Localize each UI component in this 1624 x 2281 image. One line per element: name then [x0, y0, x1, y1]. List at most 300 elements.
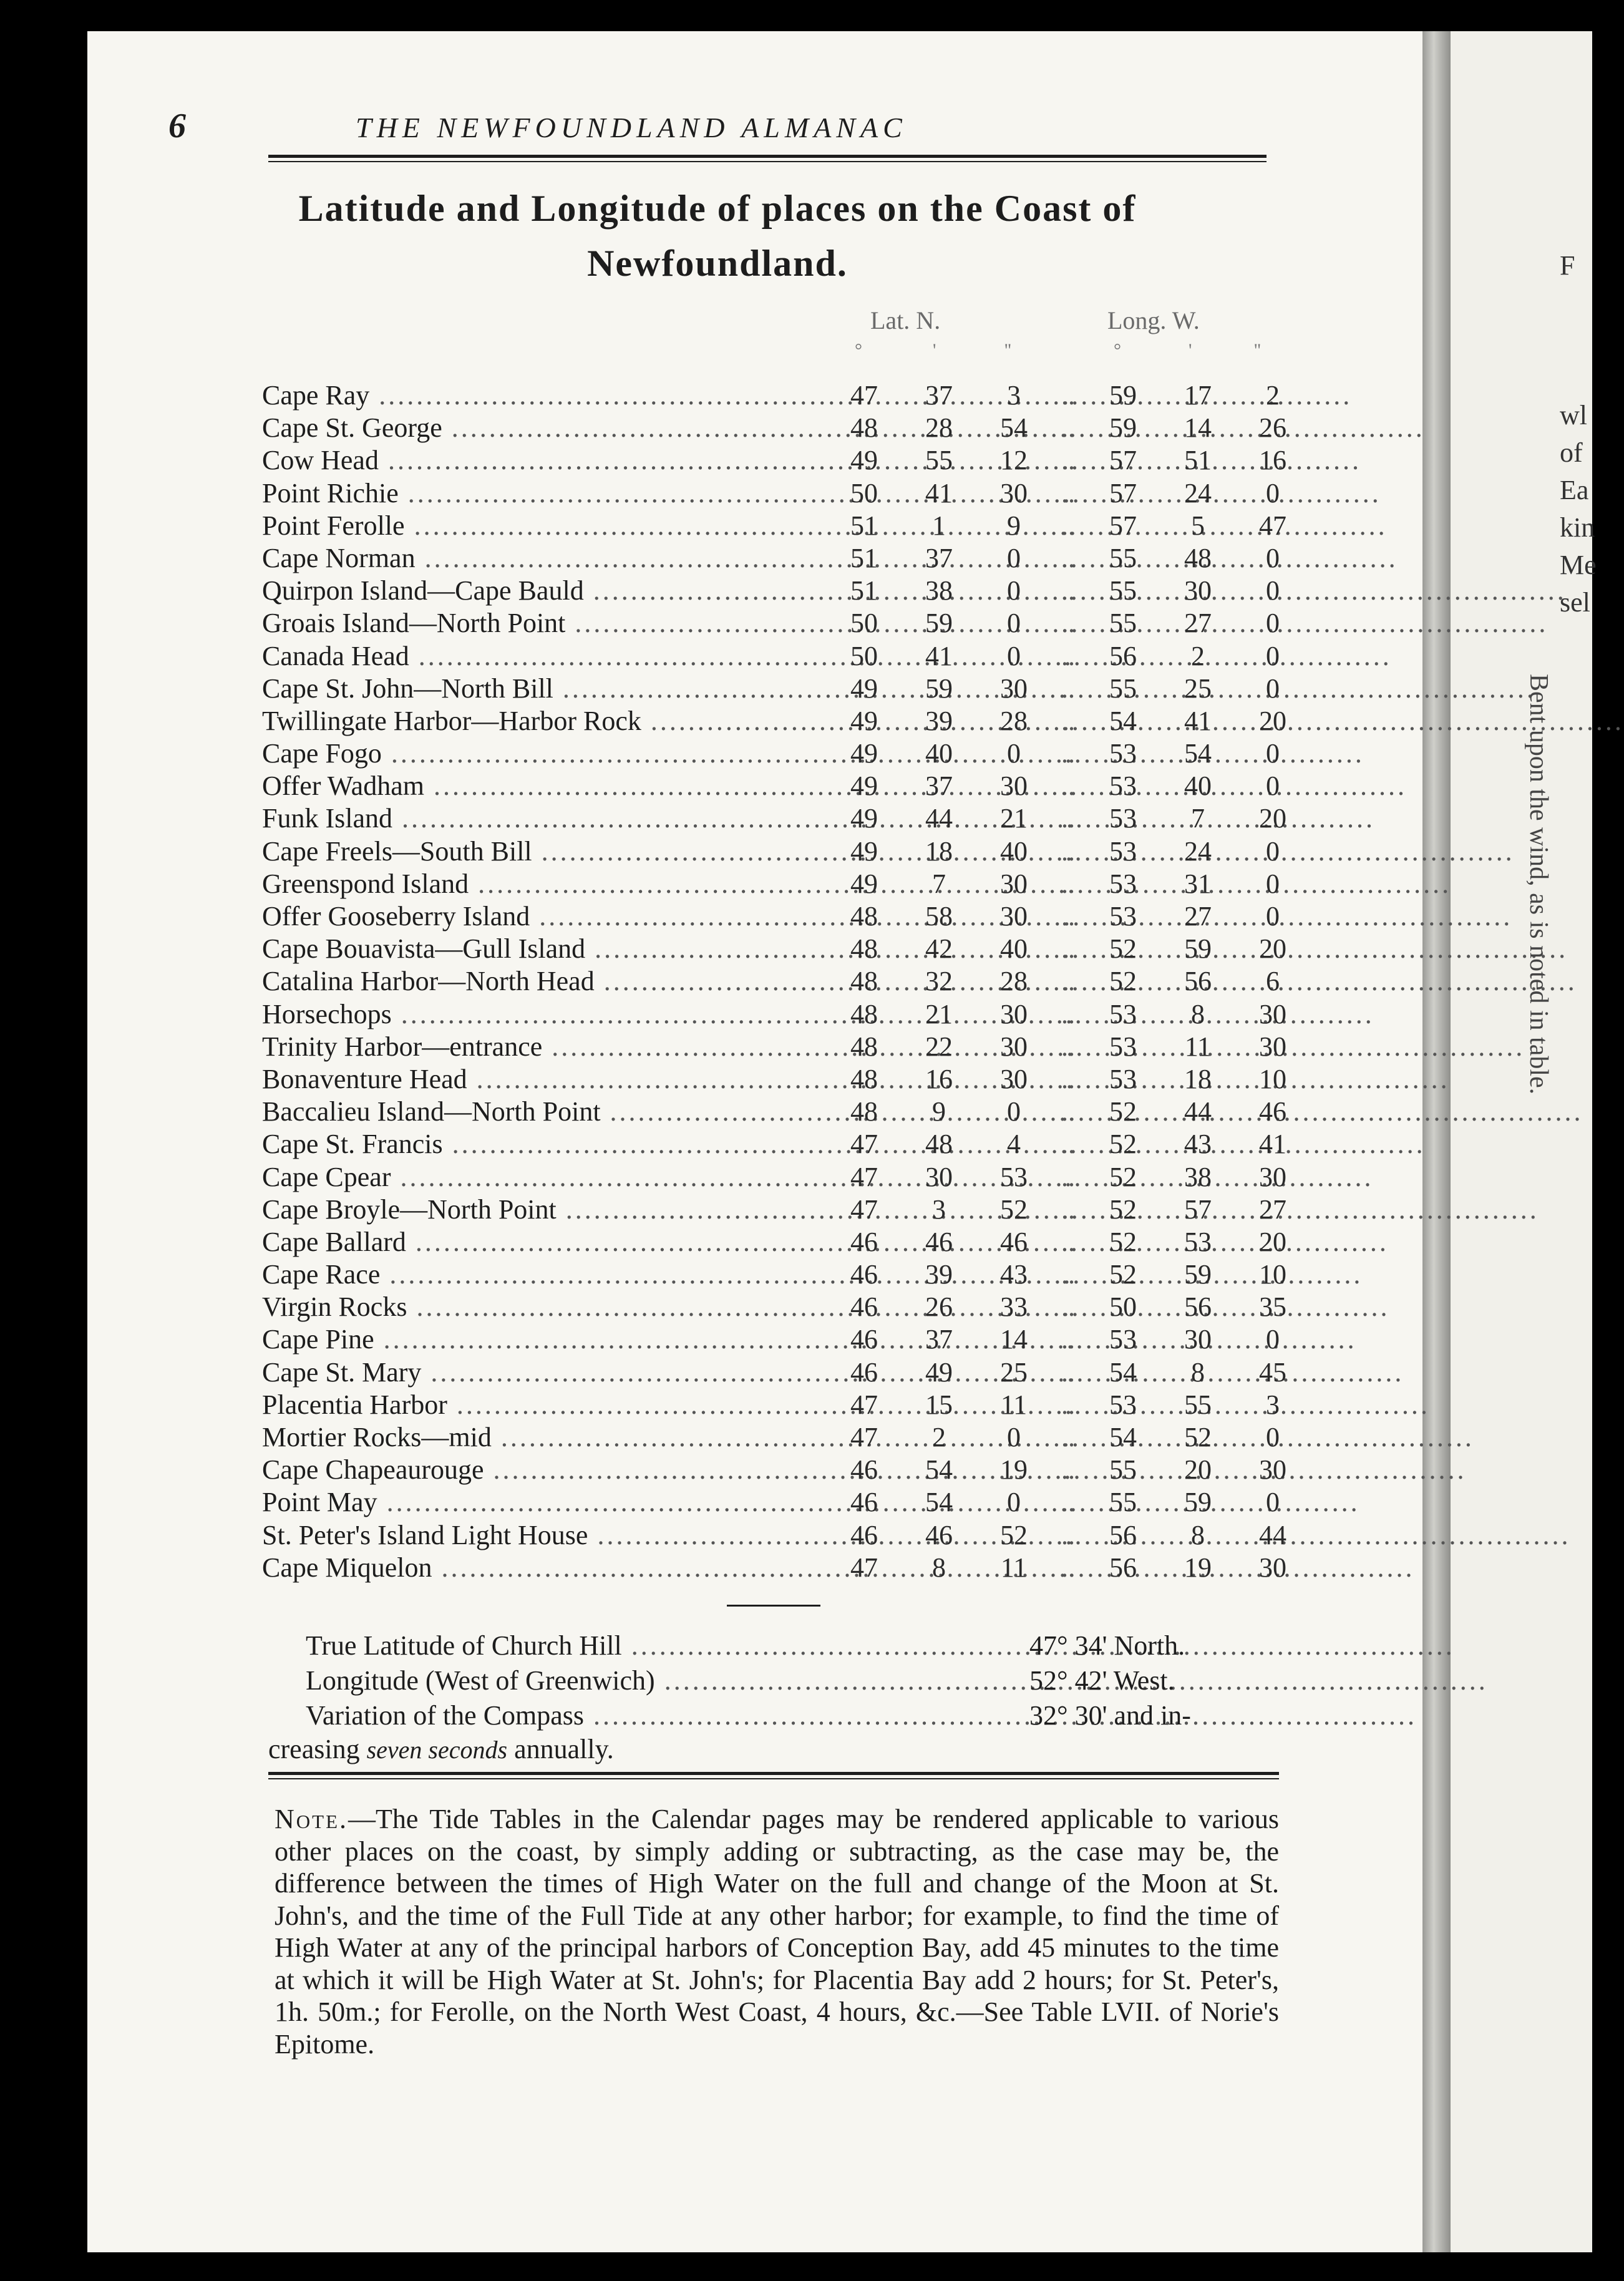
lat-sec-cell: 19 — [1000, 1454, 1028, 1486]
column-separator: .. — [1061, 771, 1075, 802]
long-min-cell: 40 — [1184, 771, 1212, 802]
long-sec-cell: 41 — [1259, 1129, 1286, 1160]
long-sec-cell: 0 — [1266, 1487, 1280, 1518]
lat-sec-cell: 28 — [1000, 705, 1028, 736]
long-column-header: Long. W. — [1107, 306, 1200, 334]
variation-value: 32° 30' and in- — [1029, 1700, 1191, 1731]
long-deg-cell: 55 — [1109, 1454, 1137, 1486]
place-name: Cape Fogo ..... — [262, 737, 824, 770]
lat-sec-cell: 0 — [1007, 1422, 1021, 1452]
facing-page-fragment: F — [1560, 250, 1575, 281]
long-min-cell: 31 — [1184, 868, 1212, 899]
column-separator: .. — [1061, 640, 1075, 671]
table-row — [262, 1552, 1291, 1584]
long-sec-cell: 30 — [1259, 1161, 1286, 1192]
long-sec-cell: 3 — [1266, 1389, 1280, 1420]
long-deg-cell: 54 — [1109, 705, 1137, 736]
lat-deg-cell: 48 — [850, 966, 878, 997]
lat-min-cell: 37 — [925, 542, 953, 573]
lat-sec-cell: 30 — [1000, 1031, 1028, 1062]
longitude-row — [268, 1663, 1291, 1698]
long-sec-cell: 6 — [1266, 966, 1280, 997]
table-end-rule — [727, 1605, 820, 1607]
long-sec-cell: 27 — [1259, 1194, 1286, 1225]
long-sec-cell: 10 — [1259, 1259, 1286, 1290]
table-row — [262, 1096, 1291, 1128]
long-sec-cell: 26 — [1259, 412, 1286, 444]
table-row — [262, 737, 1291, 770]
lat-min-cell: 2 — [932, 1422, 946, 1452]
lat-min-cell: 48 — [925, 1129, 953, 1160]
long-sec-cell: 0 — [1266, 868, 1280, 899]
long-min-cell: 2 — [1191, 640, 1205, 671]
book-gutter — [1422, 31, 1451, 2252]
long-deg-cell: 53 — [1109, 1324, 1137, 1355]
long-min-cell: 25 — [1184, 673, 1212, 704]
long-deg-cell: 50 — [1109, 1291, 1137, 1323]
lat-deg-cell: 49 — [850, 868, 878, 899]
long-sec-cell: 0 — [1266, 477, 1280, 508]
lat-deg-cell: 47 — [850, 1389, 878, 1420]
note-lead: Note. — [275, 1804, 349, 1834]
lat-min-cell: 22 — [925, 1031, 953, 1062]
long-min-cell: 8 — [1191, 1519, 1205, 1550]
place-name: Cow Head ..... — [262, 444, 824, 477]
table-row — [262, 770, 1291, 802]
lat-deg-cell: 48 — [850, 1063, 878, 1094]
long-deg-cell: 56 — [1109, 640, 1137, 671]
long-min-cell: 48 — [1184, 542, 1212, 573]
table-row — [262, 1258, 1291, 1291]
table-row — [262, 1356, 1291, 1389]
long-degree-unit: ° — [1114, 340, 1121, 361]
facing-page-fragment: wl — [1560, 400, 1587, 430]
table-title-line2: Newfoundland. — [587, 243, 848, 284]
place-name: Funk Island ..... — [262, 802, 824, 835]
lat-min-cell: 59 — [925, 673, 953, 704]
long-sec-cell: 0 — [1266, 640, 1280, 671]
lat-sec-cell: 33 — [1000, 1291, 1028, 1323]
long-second-unit: '' — [1254, 340, 1261, 361]
lat-deg-cell: 47 — [850, 1422, 878, 1452]
table-row — [262, 965, 1291, 998]
true-latitude-row — [268, 1628, 1291, 1663]
table-row — [262, 1421, 1291, 1454]
place-name: Cape Pine ..... — [262, 1323, 824, 1356]
long-min-cell: 38 — [1184, 1161, 1212, 1192]
lat-sec-cell: 28 — [1000, 966, 1028, 997]
long-deg-cell: 53 — [1109, 803, 1137, 834]
lat-min-cell: 21 — [925, 998, 953, 1029]
column-separator: .. — [1061, 738, 1075, 769]
long-min-cell: 56 — [1184, 1291, 1212, 1323]
lat-min-cell: 9 — [932, 1096, 946, 1127]
facing-page-fragment: of — [1560, 437, 1583, 468]
variation-row — [268, 1698, 1291, 1733]
long-min-cell: 19 — [1184, 1552, 1212, 1583]
table-row — [262, 1128, 1291, 1160]
table-row — [262, 1063, 1291, 1096]
table-row — [262, 412, 1291, 444]
lat-deg-cell: 46 — [850, 1259, 878, 1290]
column-separator: .. — [1061, 1389, 1075, 1420]
true-latitude-label: True Latitude of Church Hill ..... — [306, 1628, 980, 1663]
long-deg-cell: 53 — [1109, 1389, 1137, 1420]
table-row — [262, 998, 1291, 1031]
lat-min-cell: 37 — [925, 1324, 953, 1355]
lat-deg-cell: 46 — [850, 1454, 878, 1486]
lat-deg-cell: 46 — [850, 1291, 878, 1323]
table-row — [262, 673, 1291, 705]
place-name: St. Peter's Island Light House ..... — [262, 1519, 824, 1552]
lat-sec-cell: 30 — [1000, 901, 1028, 931]
long-sec-cell: 2 — [1266, 380, 1280, 411]
long-sec-cell: 0 — [1266, 738, 1280, 769]
long-min-cell: 57 — [1184, 1194, 1212, 1225]
long-min-cell: 7 — [1191, 803, 1205, 834]
long-min-cell: 56 — [1184, 966, 1212, 997]
lat-min-cell: 38 — [925, 575, 953, 606]
long-deg-cell: 52 — [1109, 966, 1137, 997]
long-min-cell: 24 — [1184, 835, 1212, 867]
table-row — [262, 1161, 1291, 1194]
place-name: Cape St. John—North Bill ..... — [262, 673, 824, 705]
place-name: Greenspond Island ..... — [262, 868, 824, 900]
column-separator: .. — [1061, 901, 1075, 931]
long-deg-cell: 57 — [1109, 510, 1137, 541]
place-name: Offer Wadham ..... — [262, 770, 824, 802]
lat-deg-cell: 50 — [850, 477, 878, 508]
place-name: Cape Race ..... — [262, 1258, 824, 1291]
lat-deg-cell: 49 — [850, 705, 878, 736]
place-name: Offer Gooseberry Island ..... — [262, 900, 824, 933]
lat-deg-cell: 48 — [850, 412, 878, 444]
long-deg-cell: 52 — [1109, 933, 1137, 965]
lat-min-cell: 39 — [925, 1259, 953, 1290]
place-name: Point Ferolle ..... — [262, 510, 824, 542]
lat-min-cell: 46 — [925, 1519, 953, 1550]
long-deg-cell: 55 — [1109, 673, 1137, 704]
summary-block — [268, 1628, 1291, 1764]
lat-deg-cell: 47 — [850, 1161, 878, 1192]
long-deg-cell: 52 — [1109, 1096, 1137, 1127]
lat-min-cell: 54 — [925, 1487, 953, 1518]
place-name: Placentia Harbor ..... — [262, 1389, 824, 1421]
long-sec-cell: 0 — [1266, 542, 1280, 573]
place-name: Cape Bouavista—Gull Island ..... — [262, 933, 824, 965]
place-name: Cape Chapeaurouge ..... — [262, 1454, 824, 1486]
table-row — [262, 640, 1291, 673]
long-deg-cell: 52 — [1109, 1226, 1137, 1257]
table-row — [262, 1226, 1291, 1258]
lat-min-cell: 15 — [925, 1389, 953, 1420]
long-deg-cell: 55 — [1109, 575, 1137, 606]
lat-deg-cell: 49 — [850, 445, 878, 476]
long-sec-cell: 10 — [1259, 1063, 1286, 1094]
lat-min-cell: 32 — [925, 966, 953, 997]
table-row — [262, 510, 1291, 542]
running-title: THE NEWFOUNDLAND ALMANAC — [356, 112, 907, 143]
column-separator: .. — [1061, 1226, 1075, 1257]
lat-sec-cell: 11 — [1000, 1389, 1028, 1420]
column-separator: .. — [1061, 1031, 1075, 1062]
long-sec-cell: 0 — [1266, 771, 1280, 802]
lat-sec-cell: 54 — [1000, 412, 1028, 444]
long-sec-cell: 45 — [1259, 1356, 1286, 1388]
column-separator: .. — [1061, 380, 1075, 411]
long-sec-cell: 0 — [1266, 835, 1280, 867]
column-separator: .. — [1061, 1454, 1075, 1486]
place-name: Cape Cpear ..... — [262, 1161, 824, 1194]
table-row — [262, 542, 1291, 575]
long-sec-cell: 46 — [1259, 1096, 1286, 1127]
table-row — [262, 1031, 1291, 1063]
long-min-cell: 44 — [1184, 1096, 1212, 1127]
lat-deg-cell: 50 — [850, 608, 878, 639]
long-sec-cell: 44 — [1259, 1519, 1286, 1550]
long-sec-cell: 30 — [1259, 998, 1286, 1029]
lat-deg-cell: 48 — [850, 998, 878, 1029]
lat-deg-cell: 47 — [850, 1129, 878, 1160]
lat-min-cell: 3 — [932, 1194, 946, 1225]
column-separator: .. — [1061, 705, 1075, 736]
lat-min-cell: 7 — [932, 868, 946, 899]
long-sec-cell: 20 — [1259, 705, 1286, 736]
long-min-cell: 24 — [1184, 477, 1212, 508]
long-min-cell: 27 — [1184, 901, 1212, 931]
place-name: Cape Norman ..... — [262, 542, 824, 575]
long-sec-cell: 35 — [1259, 1291, 1286, 1323]
longitude-label: Longitude (West of Greenwich) ..... — [306, 1663, 980, 1698]
lat-deg-cell: 46 — [850, 1356, 878, 1388]
lat-deg-cell: 51 — [850, 575, 878, 606]
lat-sec-cell: 0 — [1007, 738, 1021, 769]
lat-minute-unit: ' — [933, 340, 936, 361]
long-min-cell: 5 — [1191, 510, 1205, 541]
long-deg-cell: 59 — [1109, 380, 1137, 411]
long-sec-cell: 0 — [1266, 608, 1280, 639]
long-deg-cell: 56 — [1109, 1519, 1137, 1550]
facing-page-vertical-text: Bent upon the wind, as is noted in table. — [1524, 674, 1553, 1095]
long-deg-cell: 53 — [1109, 1063, 1137, 1094]
column-separator: .. — [1061, 542, 1075, 573]
long-min-cell: 17 — [1184, 380, 1212, 411]
long-deg-cell: 59 — [1109, 412, 1137, 444]
lat-min-cell: 46 — [925, 1226, 953, 1257]
table-row — [262, 1486, 1291, 1519]
long-deg-cell: 57 — [1109, 477, 1137, 508]
long-min-cell: 59 — [1184, 1487, 1212, 1518]
long-deg-cell: 52 — [1109, 1194, 1137, 1225]
place-name: Cape St. George ..... — [262, 412, 824, 444]
column-separator: .. — [1061, 998, 1075, 1029]
lat-deg-cell: 47 — [850, 1552, 878, 1583]
lat-deg-cell: 50 — [850, 640, 878, 671]
place-name: Baccalieu Island—North Point ..... — [262, 1096, 824, 1128]
lat-sec-cell: 12 — [1000, 445, 1028, 476]
long-sec-cell: 30 — [1259, 1552, 1286, 1583]
lat-min-cell: 16 — [925, 1063, 953, 1094]
column-separator: .. — [1061, 835, 1075, 867]
long-min-cell: 41 — [1184, 705, 1212, 736]
longitude-value: 52° 42' West. — [1029, 1665, 1175, 1696]
facing-page-fragment: Ea — [1560, 475, 1589, 505]
lat-sec-cell: 0 — [1007, 1487, 1021, 1518]
lat-sec-cell: 0 — [1007, 608, 1021, 639]
lat-sec-cell: 11 — [1000, 1552, 1028, 1583]
lat-sec-cell: 0 — [1007, 640, 1021, 671]
place-name: Cape St. Francis ..... — [262, 1128, 824, 1160]
long-min-cell: 18 — [1184, 1063, 1212, 1094]
long-min-cell: 27 — [1184, 608, 1212, 639]
long-min-cell: 8 — [1191, 1356, 1205, 1388]
column-separator: .. — [1061, 1487, 1075, 1518]
place-name: Quirpon Island—Cape Bauld ..... — [262, 575, 824, 607]
lat-sec-cell: 40 — [1000, 933, 1028, 965]
lat-sec-cell: 40 — [1000, 835, 1028, 867]
place-name: Bonaventure Head ..... — [262, 1063, 824, 1096]
long-min-cell: 30 — [1184, 1324, 1212, 1355]
lat-min-cell: 37 — [925, 771, 953, 802]
column-separator: .. — [1061, 477, 1075, 508]
table-row — [262, 1454, 1291, 1486]
long-sec-cell: 0 — [1266, 575, 1280, 606]
column-separator: .. — [1061, 1519, 1075, 1550]
long-deg-cell: 55 — [1109, 542, 1137, 573]
lat-deg-cell: 49 — [850, 803, 878, 834]
place-name: Mortier Rocks—mid ..... — [262, 1421, 824, 1454]
table-row — [262, 444, 1291, 477]
column-separator: .. — [1061, 1356, 1075, 1388]
column-separator: .. — [1061, 1324, 1075, 1355]
long-min-cell: 11 — [1184, 1031, 1212, 1062]
table-row — [262, 575, 1291, 607]
column-separator: .. — [1061, 1096, 1075, 1127]
long-min-cell: 30 — [1184, 575, 1212, 606]
long-deg-cell: 54 — [1109, 1356, 1137, 1388]
lat-deg-cell: 49 — [850, 738, 878, 769]
lat-min-cell: 44 — [925, 803, 953, 834]
long-sec-cell: 0 — [1266, 1324, 1280, 1355]
place-name: Point Richie ..... — [262, 477, 824, 510]
place-name: Cape Freels—South Bill ..... — [262, 835, 824, 868]
column-separator: .. — [1061, 445, 1075, 476]
lat-sec-cell: 53 — [1000, 1161, 1028, 1192]
table-row — [262, 900, 1291, 933]
lat-sec-cell: 30 — [1000, 673, 1028, 704]
long-minute-unit: ' — [1189, 340, 1192, 361]
table-row — [262, 1291, 1291, 1323]
lat-sec-cell: 4 — [1007, 1129, 1021, 1160]
table-row — [262, 1323, 1291, 1356]
long-sec-cell: 30 — [1259, 1454, 1286, 1486]
column-separator: .. — [1061, 1194, 1075, 1225]
lat-min-cell: 55 — [925, 445, 953, 476]
lat-min-cell: 41 — [925, 640, 953, 671]
lat-column-header: Lat. N. — [870, 306, 941, 334]
long-deg-cell: 54 — [1109, 1422, 1137, 1452]
column-separator: .. — [1061, 1291, 1075, 1323]
long-sec-cell: 0 — [1266, 673, 1280, 704]
place-name: Twillingate Harbor—Harbor Rock ..... — [262, 705, 824, 737]
lat-min-cell: 8 — [932, 1552, 946, 1583]
column-separator: .. — [1061, 510, 1075, 541]
coordinates-table — [262, 379, 1291, 1584]
long-min-cell: 55 — [1184, 1389, 1212, 1420]
long-min-cell: 59 — [1184, 1259, 1212, 1290]
seven-seconds-italic: seven seconds — [366, 1736, 508, 1764]
long-min-cell: 43 — [1184, 1129, 1212, 1160]
table-row — [262, 477, 1291, 510]
long-min-cell: 51 — [1184, 445, 1212, 476]
lat-sec-cell: 30 — [1000, 868, 1028, 899]
place-name: Horsechops ..... — [262, 998, 824, 1031]
lat-sec-cell: 9 — [1007, 510, 1021, 541]
column-separator: .. — [1061, 412, 1075, 444]
place-name: Cape St. Mary ..... — [262, 1356, 824, 1389]
place-name: Catalina Harbor—North Head ..... — [262, 965, 824, 998]
long-deg-cell: 56 — [1109, 1552, 1137, 1583]
facing-page-fragment: sel — [1560, 587, 1590, 618]
lat-min-cell: 58 — [925, 901, 953, 931]
place-name: Virgin Rocks ..... — [262, 1291, 824, 1323]
header-rule-thick — [268, 155, 1267, 158]
lat-min-cell: 59 — [925, 608, 953, 639]
variation-continuation: creasing seven seconds annually. — [268, 1734, 614, 1764]
long-deg-cell: 52 — [1109, 1161, 1137, 1192]
lat-sec-cell: 14 — [1000, 1324, 1028, 1355]
long-deg-cell: 53 — [1109, 835, 1137, 867]
lat-sec-cell: 46 — [1000, 1226, 1028, 1257]
lat-min-cell: 54 — [925, 1454, 953, 1486]
long-deg-cell: 52 — [1109, 1129, 1137, 1160]
long-deg-cell: 53 — [1109, 868, 1137, 899]
true-latitude-value: 47° 34' North. — [1029, 1630, 1185, 1661]
note-text: —The Tide Tables in the Calendar pages may be rendered applicable to various other places on the coast, by simply adding or subtracting, as the case may be, the difference between the times of High Water on the full and change of the Moon at St. John's, and the time of the Full Tide at any other harbor; for example, to find the time of High Water at any of the principal harbors of Conception Bay, add 45 minutes to the time at which it will be High Water at St. John's; for Placentia Bay add 2 hours; for St. Peter's, 1h. 50m.; for Ferolle, on the North West Coast, 4 hours, &c.—See Table LVII. of Norie's Epitome. — [275, 1804, 1279, 2060]
lat-min-cell: 18 — [925, 835, 953, 867]
lat-deg-cell: 46 — [850, 1487, 878, 1518]
lat-deg-cell: 51 — [850, 542, 878, 573]
variation-label: Variation of the Compass ..... — [306, 1698, 980, 1733]
long-deg-cell: 55 — [1109, 1487, 1137, 1518]
lat-min-cell: 37 — [925, 380, 953, 411]
tide-note — [275, 1803, 1279, 2060]
place-name: Groais Island—North Point ..... — [262, 607, 824, 640]
long-deg-cell: 53 — [1109, 998, 1137, 1029]
lat-deg-cell: 47 — [850, 1194, 878, 1225]
lat-sec-cell: 3 — [1007, 380, 1021, 411]
lat-sec-cell: 0 — [1007, 1096, 1021, 1127]
lat-deg-cell: 46 — [850, 1519, 878, 1550]
long-min-cell: 54 — [1184, 738, 1212, 769]
lat-sec-cell: 30 — [1000, 998, 1028, 1029]
lat-deg-cell: 49 — [850, 835, 878, 867]
lat-min-cell: 41 — [925, 477, 953, 508]
place-name: Canada Head ..... — [262, 640, 824, 673]
long-sec-cell: 20 — [1259, 803, 1286, 834]
column-separator: .. — [1061, 1552, 1075, 1583]
long-deg-cell: 55 — [1109, 608, 1137, 639]
column-separator: .. — [1061, 966, 1075, 997]
long-min-cell: 52 — [1184, 1422, 1212, 1452]
lat-min-cell: 1 — [932, 510, 946, 541]
column-separator: .. — [1061, 933, 1075, 965]
long-sec-cell: 0 — [1266, 901, 1280, 931]
long-deg-cell: 53 — [1109, 1031, 1137, 1062]
lat-min-cell: 40 — [925, 738, 953, 769]
long-min-cell: 59 — [1184, 933, 1212, 965]
table-row — [262, 1194, 1291, 1226]
